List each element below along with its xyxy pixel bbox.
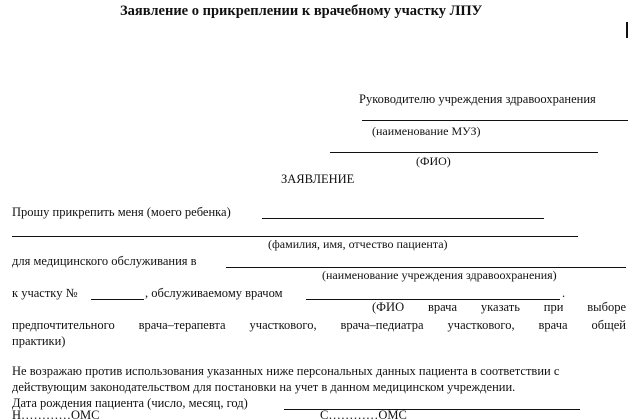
patient-name-caption: (фамилия, имя, отчество пациента) [268,237,448,251]
institution-caption: (наименование учреждения здравоохранения) [322,268,557,282]
service-label: для медицинского обслуживания в [12,254,197,268]
doctor-caption-line-1: (ФИО врача указать при выборе [372,300,626,314]
partial-policy-series-label: С…………ОМС [320,408,407,419]
district-number-field-line[interactable] [91,299,144,300]
request-label: Прошу прикрепить меня (моего ребенка) [12,205,231,219]
patient-name-field-line-1[interactable] [262,218,544,219]
text-cursor [626,22,628,38]
org-name-caption: (наименование МУЗ) [372,124,481,138]
birthdate-label: Дата рождения пациента (число, месяц, год) [12,396,248,410]
district-middle-label: , обслуживаемому врачом [145,286,283,300]
org-name-field-line[interactable] [362,120,628,121]
consent-line-2: действующим законодательством для постановки на учет в данном медицинском учреждении. [12,380,516,394]
document-title: Заявление о прикреплении к врачебному участку ЛПУ [120,3,483,19]
district-prefix-label: к участку № [12,286,78,300]
addressee-label: Руководителю учреждения здравоохранения [359,92,596,106]
doctor-caption-line-3: практики) [12,334,66,348]
fio-caption: (ФИО) [416,154,451,168]
partial-bottom-row [0,408,641,419]
statement-heading: ЗАЯВЛЕНИЕ [281,172,355,186]
partial-policy-number-label: Н…………ОМС [12,408,100,419]
consent-line-1: Не возражаю против использования указанных ниже персональных данных пациента в соответствии с [12,364,560,378]
district-end-mark: . [562,286,566,300]
fio-field-line[interactable] [330,152,598,153]
doctor-caption-line-2: предпочтительного врача–терапевта участкового, врача–педиатра участкового, врача общей [12,318,626,332]
